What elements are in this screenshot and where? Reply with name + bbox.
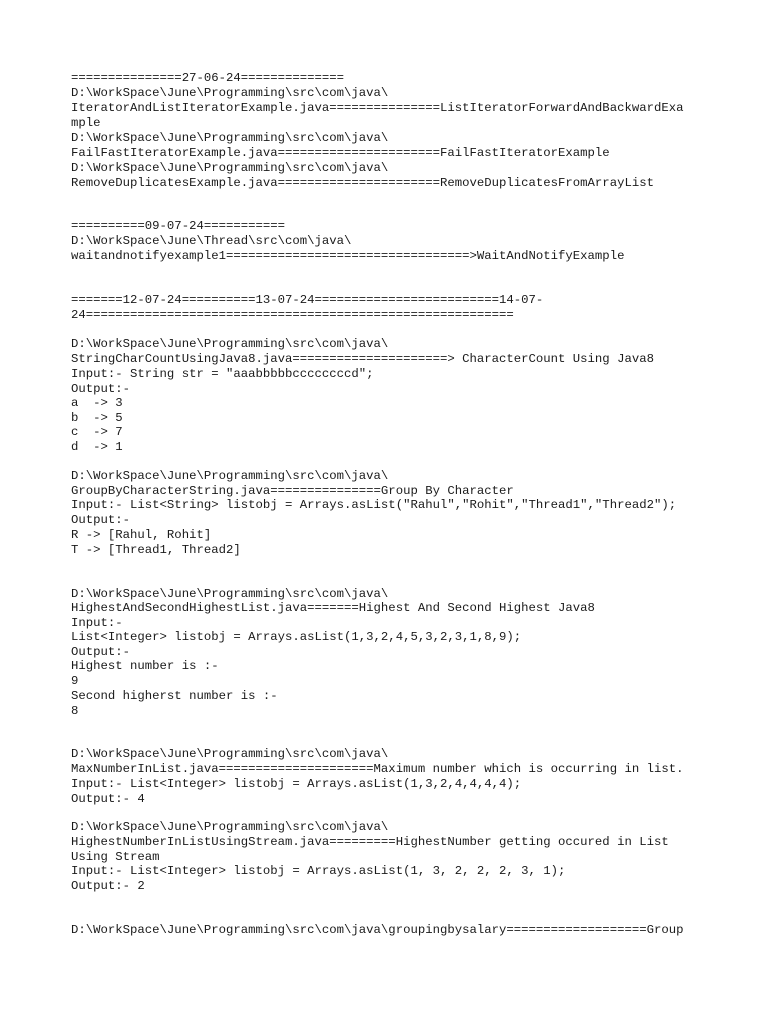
input-line: List<Integer> listobj = Arrays.asList(1,3,2,4,5,3,2,3,1,8,9); — [71, 630, 522, 644]
document-page — [71, 0, 761, 1024]
file-entry: StringCharCountUsingJava8.java=====================> CharacterCount Using Java8 — [71, 352, 654, 366]
file-entry-wrap: mple — [71, 116, 101, 130]
output-line: b -> 5 — [71, 411, 123, 425]
file-entry-wrap: Using Stream — [71, 850, 160, 864]
file-path: D:\WorkSpace\June\Programming\src\com\java\ — [71, 337, 389, 351]
output-line: c -> 7 — [71, 425, 123, 439]
input-line: Input:- String str = "aaabbbbbccccccccd"; — [71, 367, 374, 381]
section-date-heading-wrap: 24========================================================== — [71, 308, 514, 322]
file-path: D:\WorkSpace\June\Thread\src\com\java\ — [71, 234, 352, 248]
file-entry: HighestAndSecondHighestList.java=======Highest And Second Highest Java8 — [71, 601, 595, 615]
output-line: Output:- 2 — [71, 879, 145, 893]
file-path: D:\WorkSpace\June\Programming\src\com\java\ — [71, 587, 389, 601]
input-line: Input:- List<String> listobj = Arrays.asList("Rahul","Rohit","Thread1","Thread2"); — [71, 498, 677, 512]
file-path: D:\WorkSpace\June\Programming\src\com\java\ — [71, 469, 389, 483]
output-label: Output:- — [71, 513, 131, 527]
output-line: 8 — [71, 704, 79, 718]
file-entry: RemoveDuplicatesExample.java======================RemoveDuplicatesFromArrayList — [71, 176, 654, 190]
file-entry: IteratorAndListIteratorExample.java===============ListIteratorForwardAndBackwardExa — [71, 101, 684, 115]
file-entry: waitandnotifyexample1=================================>WaitAndNotifyExample — [71, 249, 625, 263]
output-line: Highest number is :- — [71, 659, 219, 673]
output-label: Output:- — [71, 382, 131, 396]
output-line: Second higherst number is :- — [71, 689, 278, 703]
file-path: D:\WorkSpace\June\Programming\src\com\java\ — [71, 86, 389, 100]
output-line: R -> [Rahul, Rohit] — [71, 528, 212, 542]
file-entry: D:\WorkSpace\June\Programming\src\com\java\groupingbysalary===================Group — [71, 923, 684, 937]
file-path: D:\WorkSpace\June\Programming\src\com\java\ — [71, 747, 389, 761]
output-line: Output:- 4 — [71, 792, 145, 806]
output-line: d -> 1 — [71, 440, 123, 454]
file-path: D:\WorkSpace\June\Programming\src\com\java\ — [71, 820, 389, 834]
file-entry: FailFastIteratorExample.java======================FailFastIteratorExample — [71, 146, 610, 160]
input-label: Input:- — [71, 616, 123, 630]
file-entry: MaxNumberInList.java=====================Maximum number which is occurring in list. — [71, 762, 684, 776]
input-line: Input:- List<Integer> listobj = Arrays.asList(1,3,2,4,4,4,4); — [71, 777, 522, 791]
output-line: a -> 3 — [71, 396, 123, 410]
section-date-heading: ==========09-07-24=========== — [71, 219, 286, 233]
file-path: D:\WorkSpace\June\Programming\src\com\java\ — [71, 131, 389, 145]
output-line: T -> [Thread1, Thread2] — [71, 543, 241, 557]
file-path: D:\WorkSpace\June\Programming\src\com\java\ — [71, 161, 389, 175]
section-date-heading: =======12-07-24==========13-07-24=========================14-07- — [71, 293, 544, 307]
output-label: Output:- — [71, 645, 131, 659]
section-date-heading: ===============27-06-24============== — [71, 71, 345, 85]
file-entry: GroupByCharacterString.java===============Group By Character — [71, 484, 514, 498]
output-line: 9 — [71, 674, 79, 688]
file-entry: HighestNumberInListUsingStream.java=========HighestNumber getting occured in List — [71, 835, 669, 849]
input-line: Input:- List<Integer> listobj = Arrays.asList(1, 3, 2, 2, 2, 3, 1); — [71, 864, 566, 878]
